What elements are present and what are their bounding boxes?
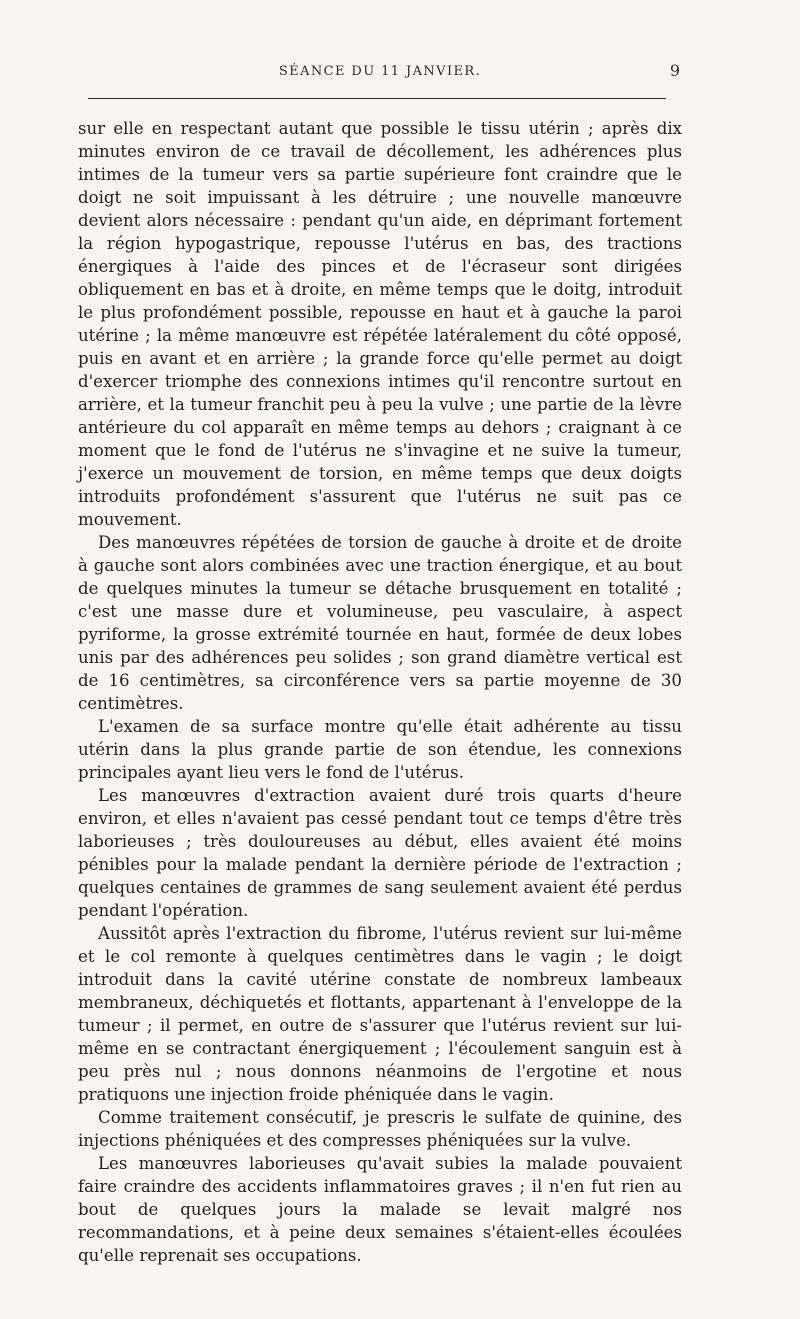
paragraph-3: L'examen de sa surface montre qu'elle était adhérente au tissu utérin dans la plus grande partie de son étendue, les connexions principales ayant lieu vers le fond de l'utérus.: [78, 717, 682, 782]
paragraph-2: Des manœuvres répétées de torsion de gauche à droite et de droite à gauche sont alors combinées avec une traction énergique, et au bout de quelques minutes la tumeur se détache brusquement en totalité ; c'est une masse dure et volumineuse, peu vasculaire, à aspect pyriforme, la grosse extrémité tournée en haut, formée de deux lobes unis par des adhérences peu solides ; son grand diamètre vertical est de 16 centimètres, sa circonférence vers sa partie moyenne de 30 centimètres.: [78, 533, 682, 713]
page-header: [80, 58, 680, 88]
paragraph-6: Comme traitement consécutif, je prescris le sulfate de quinine, des injections phéniquées et des compresses phéniquées sur la vulve.: [78, 1108, 682, 1150]
page-body: [78, 117, 682, 1267]
paragraph-5: Aussitôt après l'extraction du fibrome, l'utérus revient sur lui-même et le col remonte à quelques centimètres dans le vagin ; le doigt introduit dans la cavité utérine constate de nombreux lambeaux membraneux, déchiquetés et flottants, appartenant à l'enveloppe de la tumeur ; il permet, en outre de s'assurer que l'utérus revient sur lui-même en se contractant énergiquement ; l'écoulement sanguin est à peu près nul ; nous donnons néanmoins de l'ergotine et nous pratiquons une injection froide phéniquée dans le vagin.: [78, 924, 682, 1104]
header-rule: [88, 98, 666, 99]
running-title: SÉANCE DU 11 JANVIER.: [278, 64, 482, 79]
page-number: 9: [669, 61, 680, 80]
paragraph-4: Les manœuvres d'extraction avaient duré trois quarts d'heure environ, et elles n'avaient pas cessé pendant tout ce temps d'être très laborieuses ; très douloureuses au début, elles avaient été moins pénibles pour la malade pendant la dernière période de l'extraction ; quelques centaines de grammes de sang seulement avaient été perdus pendant l'opération.: [78, 786, 682, 920]
paragraph-1: sur elle en respectant autant que possible le tissu utérin ; après dix minutes environ de ce travail de décollement, les adhérences plus intimes de la tumeur vers sa partie supérieure font craindre que le doigt ne soit impuissant à les détruire ; une nouvelle manœuvre devient alors nécessaire : pendant qu'un aide, en déprimant fortement la région hypogastrique, repousse l'utérus en bas, des tractions énergiques à l'aide des pinces et de l'écraseur sont dirigées obliquement en bas et à droite, en même temps que le doitg, introduit le plus profondément possible, repousse en haut et à gauche la paroi utérine ; la même manœuvre est répétée latéralement du côté opposé, puis en avant et en arrière ; la grande force qu'elle permet au doigt d'exercer triomphe des connexions intimes qu'il rencontre surtout en arrière, et la tumeur franchit peu à peu la vulve ; une partie de la lèvre antérieure du col apparaît en même temps au dehors ; craignant à ce moment que le fond de l'utérus ne s'invagine et ne suive la tumeur, j'exerce un mouvement de torsion, en même temps que deux doigts introduits profondément s'assurent que l'utérus ne suit pas ce mouvement.: [78, 119, 682, 529]
paragraph-7: Les manœuvres laborieuses qu'avait subies la malade pouvaient faire craindre des accidents inflammatoires graves ; il n'en fut rien au bout de quelques jours la malade se levait malgré nos recommandations, et à peine deux semaines s'étaient-elles écoulées qu'elle reprenait ses occupations.: [78, 1154, 682, 1265]
